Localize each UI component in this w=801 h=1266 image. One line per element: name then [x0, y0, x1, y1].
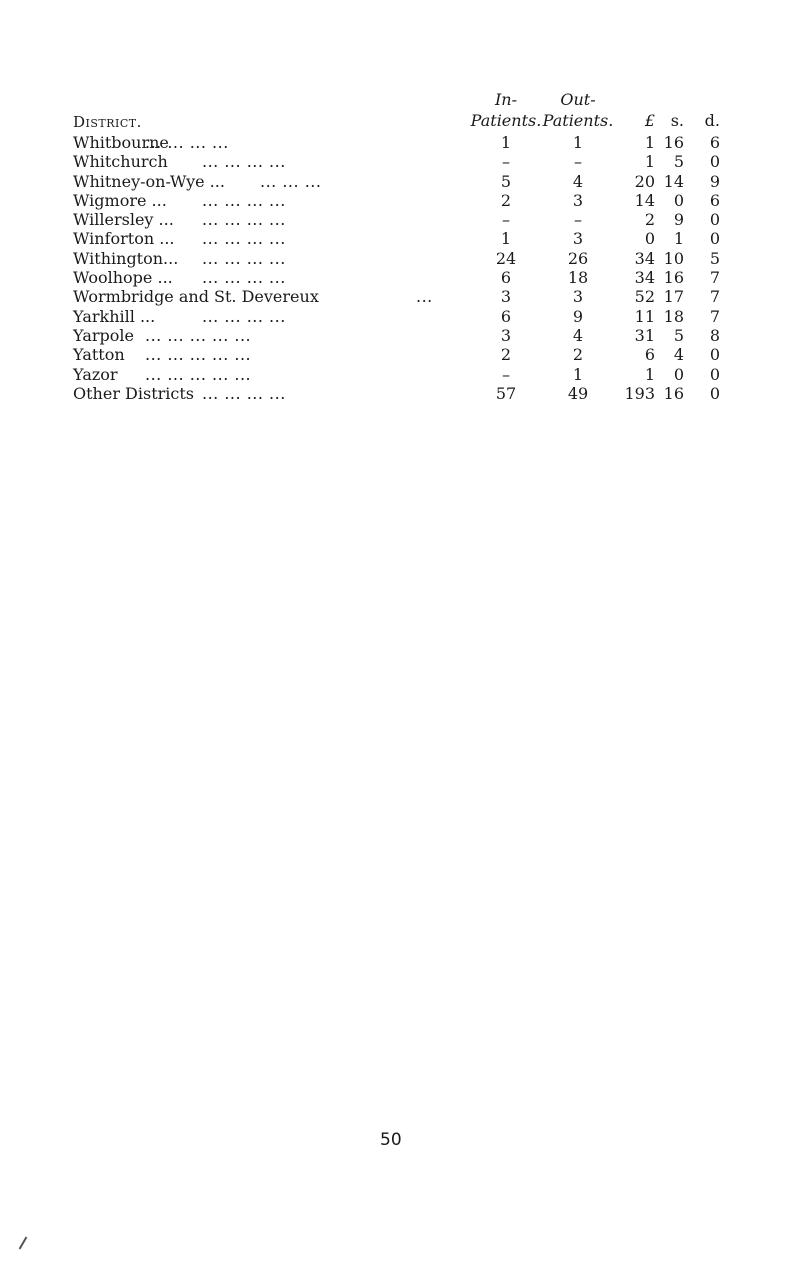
table-row — [0, 384, 801, 403]
in-patients-value: – — [502, 210, 510, 230]
pence-value: 8 — [709, 325, 720, 345]
district-name: Whitchurch — [73, 152, 168, 172]
in-patients-value: – — [502, 364, 510, 384]
district-name: Yarpole — [73, 325, 134, 345]
in-patients-value: 57 — [495, 383, 517, 403]
shillings-value: 5 — [673, 152, 684, 172]
in-patients-value: 5 — [500, 171, 512, 191]
in-patients-header-line2: Patients. — [470, 111, 542, 130]
pence-value: 7 — [709, 306, 720, 326]
dot-leader: ... ... ... ... — [202, 383, 286, 403]
pence-value: 0 — [709, 345, 720, 365]
out-patients-value: 4 — [572, 325, 584, 345]
dot-leader: ... ... ... ... — [202, 229, 286, 249]
table-row — [0, 268, 801, 287]
in-patients-value: 1 — [500, 133, 512, 152]
pounds-value: 11 — [634, 306, 655, 326]
pence-value: 0 — [709, 210, 720, 230]
dot-leader: ... ... ... ... — [202, 306, 286, 326]
shillings-value: 16 — [663, 383, 684, 403]
pounds-value: 34 — [634, 248, 655, 268]
shillings-value: 14 — [663, 171, 684, 191]
table-row — [0, 365, 801, 384]
out-patients-value: 18 — [567, 268, 589, 288]
pounds-value: 14 — [634, 190, 655, 210]
dot-leader: ... ... ... ... — [202, 210, 286, 230]
dot-leader: ... ... ... ... ... — [145, 345, 252, 365]
district-name: Wormbridge and St. Devereux — [73, 287, 319, 307]
in-patients-header-line1: In- — [494, 90, 518, 109]
in-patients-value: 6 — [500, 306, 512, 326]
district-name: Whitney-on-Wye ... — [73, 171, 225, 191]
shillings-value: 1 — [673, 229, 684, 249]
stray-pen-mark — [19, 1236, 28, 1249]
shillings-value: 9 — [673, 210, 684, 230]
pence-value: 7 — [709, 268, 720, 288]
dot-leader: ... ... ... ... — [145, 133, 229, 152]
pence-value: 6 — [709, 190, 720, 210]
out-patients-value: 3 — [572, 229, 584, 249]
out-patients-value: – — [574, 210, 582, 230]
out-patients-value: 1 — [572, 364, 584, 384]
pence-value: 9 — [709, 171, 720, 191]
pounds-value: 1 — [644, 133, 655, 152]
dot-leader: ... ... ... ... — [202, 152, 286, 172]
district-name: Wigmore ... — [73, 190, 167, 210]
pence-value: 0 — [709, 229, 720, 249]
dot-leader: ... ... ... — [260, 171, 322, 191]
table-row — [0, 345, 801, 364]
table-row — [0, 287, 801, 306]
pounds-value: 31 — [634, 325, 655, 345]
district-header: District. — [73, 113, 142, 131]
in-patients-value: – — [502, 152, 510, 172]
shillings-value: 5 — [673, 325, 684, 345]
out-patients-value: 4 — [572, 171, 584, 191]
shillings-value: 10 — [663, 248, 684, 268]
pounds-value: 6 — [644, 345, 655, 365]
pence-value: 7 — [709, 287, 720, 307]
dot-leader: ... ... ... ... — [202, 190, 286, 210]
pounds-value: 2 — [644, 210, 655, 230]
out-patients-value: 1 — [572, 133, 584, 152]
pence-value: 0 — [709, 364, 720, 384]
shillings-value: 16 — [663, 268, 684, 288]
table-row — [0, 210, 801, 229]
pounds-value: 0 — [644, 229, 655, 249]
pence-value: 0 — [709, 152, 720, 172]
pounds-value: 1 — [644, 364, 655, 384]
district-name: Winforton ... — [73, 229, 175, 249]
shillings-value: 16 — [663, 133, 684, 152]
district-name: Yarkhill ... — [73, 306, 156, 326]
shillings-value: 18 — [663, 306, 684, 326]
table-row — [0, 133, 801, 152]
pounds-value: 193 — [624, 383, 655, 403]
in-patients-value: 24 — [495, 248, 517, 268]
table-row — [0, 172, 801, 191]
pence-value: 5 — [709, 248, 720, 268]
shillings-value: 0 — [673, 190, 684, 210]
district-table-body — [0, 133, 801, 403]
district-name: Other Districts — [73, 383, 195, 403]
pounds-value: 52 — [634, 287, 655, 307]
in-patients-value: 1 — [500, 229, 512, 249]
shillings-value: 4 — [673, 345, 684, 365]
shillings-header: s. — [670, 111, 684, 130]
out-patients-value: 3 — [572, 190, 584, 210]
out-patients-value: 3 — [572, 287, 584, 307]
table-row — [0, 326, 801, 345]
out-patients-value: 26 — [567, 248, 589, 268]
in-patients-value: 2 — [500, 190, 512, 210]
in-patients-value: 3 — [500, 325, 512, 345]
table-row — [0, 191, 801, 210]
in-patients-value: 6 — [500, 268, 512, 288]
dot-leader: ... ... ... ... — [202, 248, 286, 268]
pounds-header: £ — [644, 111, 655, 130]
pounds-value: 1 — [644, 152, 655, 172]
district-name: Withington... — [73, 248, 179, 268]
district-name: Willersley ... — [73, 210, 174, 230]
pounds-value: 20 — [634, 171, 655, 191]
pence-header: d. — [704, 111, 720, 130]
out-patients-value: – — [574, 152, 582, 172]
pence-value: 0 — [709, 383, 720, 403]
district-name: Woolhope ... — [73, 268, 173, 288]
district-name: Yatton — [73, 345, 125, 365]
shillings-value: 17 — [663, 287, 684, 307]
out-patients-value: 2 — [572, 345, 584, 365]
dot-leader: ... ... ... ... — [202, 268, 286, 288]
district-name: Yazor — [73, 364, 118, 384]
table-row — [0, 307, 801, 326]
out-patients-header-line2: Patients. — [542, 111, 614, 130]
pence-value: 6 — [709, 133, 720, 152]
in-patients-value: 3 — [500, 287, 512, 307]
page-number: 50 — [380, 1130, 402, 1150]
table-row — [0, 152, 801, 171]
in-patients-value: 2 — [500, 345, 512, 365]
district-name: Whitbourne — [73, 133, 169, 152]
table-row — [0, 229, 801, 248]
shillings-value: 0 — [673, 364, 684, 384]
out-patients-value: 49 — [567, 383, 589, 403]
dot-leader: ... — [416, 287, 433, 307]
out-patients-value: 9 — [572, 306, 584, 326]
out-patients-header-line1: Out- — [560, 90, 596, 109]
pounds-value: 34 — [634, 268, 655, 288]
table-row — [0, 249, 801, 268]
dot-leader: ... ... ... ... ... — [145, 325, 252, 345]
dot-leader: ... ... ... ... ... — [145, 364, 252, 384]
